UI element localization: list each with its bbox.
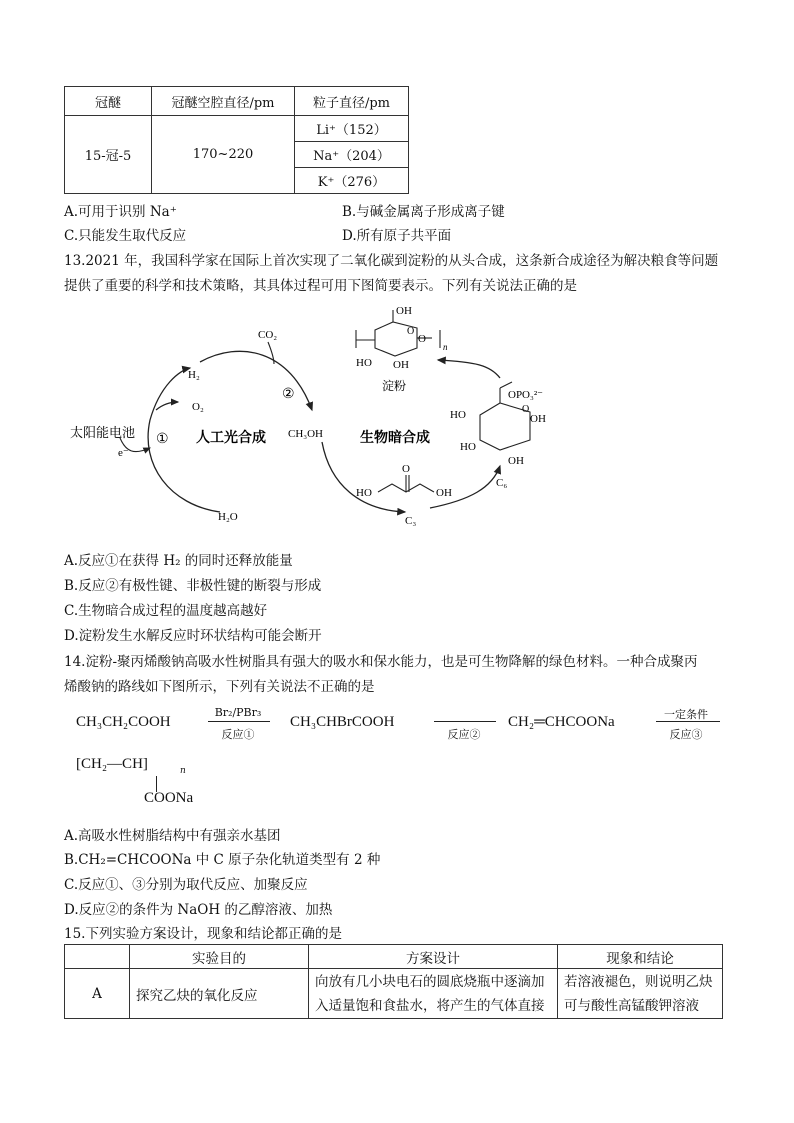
q13-option-a: A.反应①在获得 H₂ 的同时还释放能量	[64, 553, 293, 569]
compound-bromopropanoic-acid: CH₃CHBrCOOH	[290, 714, 395, 730]
q15-stem: 15.下列实验方案设计，现象和结论都正确的是	[64, 926, 342, 942]
svg-text:OH: OH	[396, 305, 412, 317]
co2-label: CO₂	[258, 329, 278, 341]
table-header: 粒子直径/pm	[295, 87, 409, 116]
bio-dark-synthesis-label: 生物暗合成	[360, 431, 430, 446]
compound-sodium-acrylate: CH₂═CHCOONa	[508, 714, 615, 730]
electron-label: e⁻	[118, 447, 129, 459]
cavity-diameter: 170~220	[152, 116, 295, 194]
q14-option-a: A.高吸水性树脂结构中有强亲水基团	[64, 828, 281, 844]
o2-label: O₂	[192, 401, 204, 413]
experiment-result: 若溶液褪色，则说明乙炔 可与酸性高锰酸钾溶液	[558, 969, 723, 1019]
svg-text:OPO₃²⁻: OPO₃²⁻	[508, 389, 543, 401]
arc-h2-to-ch3oh	[200, 351, 312, 410]
solar-cell-label: 太阳能电池	[70, 425, 136, 440]
q13-option-b: B.反应②有极性键、非极性键的断裂与形成	[64, 578, 322, 594]
table-header	[65, 945, 130, 969]
c3-structure	[356, 463, 452, 499]
experiment-table	[64, 944, 723, 1019]
svg-text:HO: HO	[460, 441, 476, 453]
experiment-design: 向放有几小块电石的圆底烧瓶中逐滴加 入适量饱和食盐水，将产生的气体直接	[309, 969, 558, 1019]
svg-text:OH: OH	[530, 413, 546, 425]
starch-label: 淀粉	[382, 379, 407, 393]
arc-c6-to-starch	[438, 360, 500, 378]
q12-option-c: C.只能发生取代反应	[64, 228, 187, 244]
starch-synthesis-diagram	[60, 300, 580, 530]
reaction2-label: 反应②	[447, 728, 481, 741]
svg-text:n: n	[443, 342, 448, 352]
step1-label: ①	[156, 432, 169, 447]
particle-k: K⁺（276）	[295, 168, 409, 194]
reaction3-label: 反应③	[669, 728, 703, 741]
q14-option-b: B.CH₂=CHCOONa 中 C 原子杂化轨道类型有 2 种	[64, 852, 381, 868]
c6-structure	[450, 382, 546, 467]
q14-option-d: D.反应②的条件为 NaOH 的乙醇溶液、加热	[64, 902, 333, 918]
h2-label: H₂	[188, 369, 200, 381]
crown-ether-name: 15-冠-5	[65, 116, 152, 194]
artificial-photosynthesis-label: 人工光合成	[196, 431, 266, 446]
table-header: 冠醚	[65, 87, 152, 116]
reaction1-label: 反应①	[221, 728, 255, 741]
reaction2-arrow	[434, 721, 496, 722]
reaction1-arrow	[208, 721, 270, 722]
q14-stem-line2: 烯酸钠的路线如下图所示，下列有关说法不正确的是	[64, 679, 375, 695]
crown-ether-table	[64, 86, 409, 194]
q13-stem-line1: 13.2021 年，我国科学家在国际上首次实现了二氧化碳到淀粉的从头合成，这条新合成途径为解决粮食等问题	[64, 253, 719, 269]
svg-text:HO: HO	[356, 357, 372, 369]
table-header: 冠醚空腔直径/pm	[152, 87, 295, 116]
reaction3-arrow	[656, 721, 720, 722]
svg-text:HO: HO	[450, 409, 466, 421]
ch3oh-label: CH₃OH	[288, 428, 324, 440]
arc-to-o2	[156, 402, 178, 410]
table-header: 方案设计	[309, 945, 558, 969]
svg-text:O: O	[407, 326, 415, 337]
reaction1-reagent: Br₂/PBr₃	[214, 706, 262, 719]
c6-label: C₆	[496, 477, 508, 489]
table-header: 现象和结论	[558, 945, 723, 969]
particle-li: Li⁺（152）	[295, 116, 409, 142]
reaction3-condition: 一定条件	[664, 708, 708, 721]
arc-ch3oh-to-c3	[322, 442, 405, 512]
q13-option-d: D.淀粉发生水解反应时环状结构可能会断开	[64, 628, 322, 644]
starch-structure	[356, 305, 448, 371]
q13-option-c: C.生物暗合成过程的温度越高越好	[64, 603, 268, 619]
compound-propanoic-acid: CH₃CH₂COOH	[76, 714, 171, 730]
svg-text:O: O	[418, 333, 426, 345]
particle-na: Na⁺（204）	[295, 142, 409, 168]
h2o-label: H₂O	[218, 511, 238, 523]
svg-text:OH: OH	[508, 455, 524, 467]
step2-label: ②	[282, 387, 295, 402]
polymer-substituent: COONa	[144, 790, 194, 806]
row-label: A	[65, 969, 130, 1019]
c3-label: C₃	[405, 515, 417, 527]
svg-text:OH: OH	[393, 359, 409, 371]
q13-stem-line2: 提供了重要的科学和技术策略，其具体过程可用下图简要表示。下列有关说法正确的是	[64, 278, 577, 294]
svg-text:O: O	[402, 463, 410, 475]
q14-option-c: C.反应①、③分别为取代反应、加聚反应	[64, 877, 308, 893]
table-header: 实验目的	[130, 945, 309, 969]
svg-text:OH: OH	[436, 487, 452, 499]
q14-stem-line1: 14.淀粉-聚丙烯酸钠高吸水性树脂具有强大的吸水和保水能力，也是可生物降解的绿色材料。一种合成聚丙	[64, 654, 698, 670]
svg-text:HO: HO	[356, 487, 372, 499]
q12-option-a: A.可用于识别 Na⁺	[64, 204, 177, 220]
polymer-n: n	[180, 766, 186, 776]
q12-option-b: B.与碱金属离子形成离子键	[342, 204, 505, 220]
svg-text:O: O	[522, 404, 530, 415]
experiment-purpose: 探究乙炔的氧化反应	[130, 969, 309, 1019]
polymer-main-chain: [CH₂—CH]	[76, 756, 148, 772]
q12-option-d: D.所有原子共平面	[342, 228, 452, 244]
